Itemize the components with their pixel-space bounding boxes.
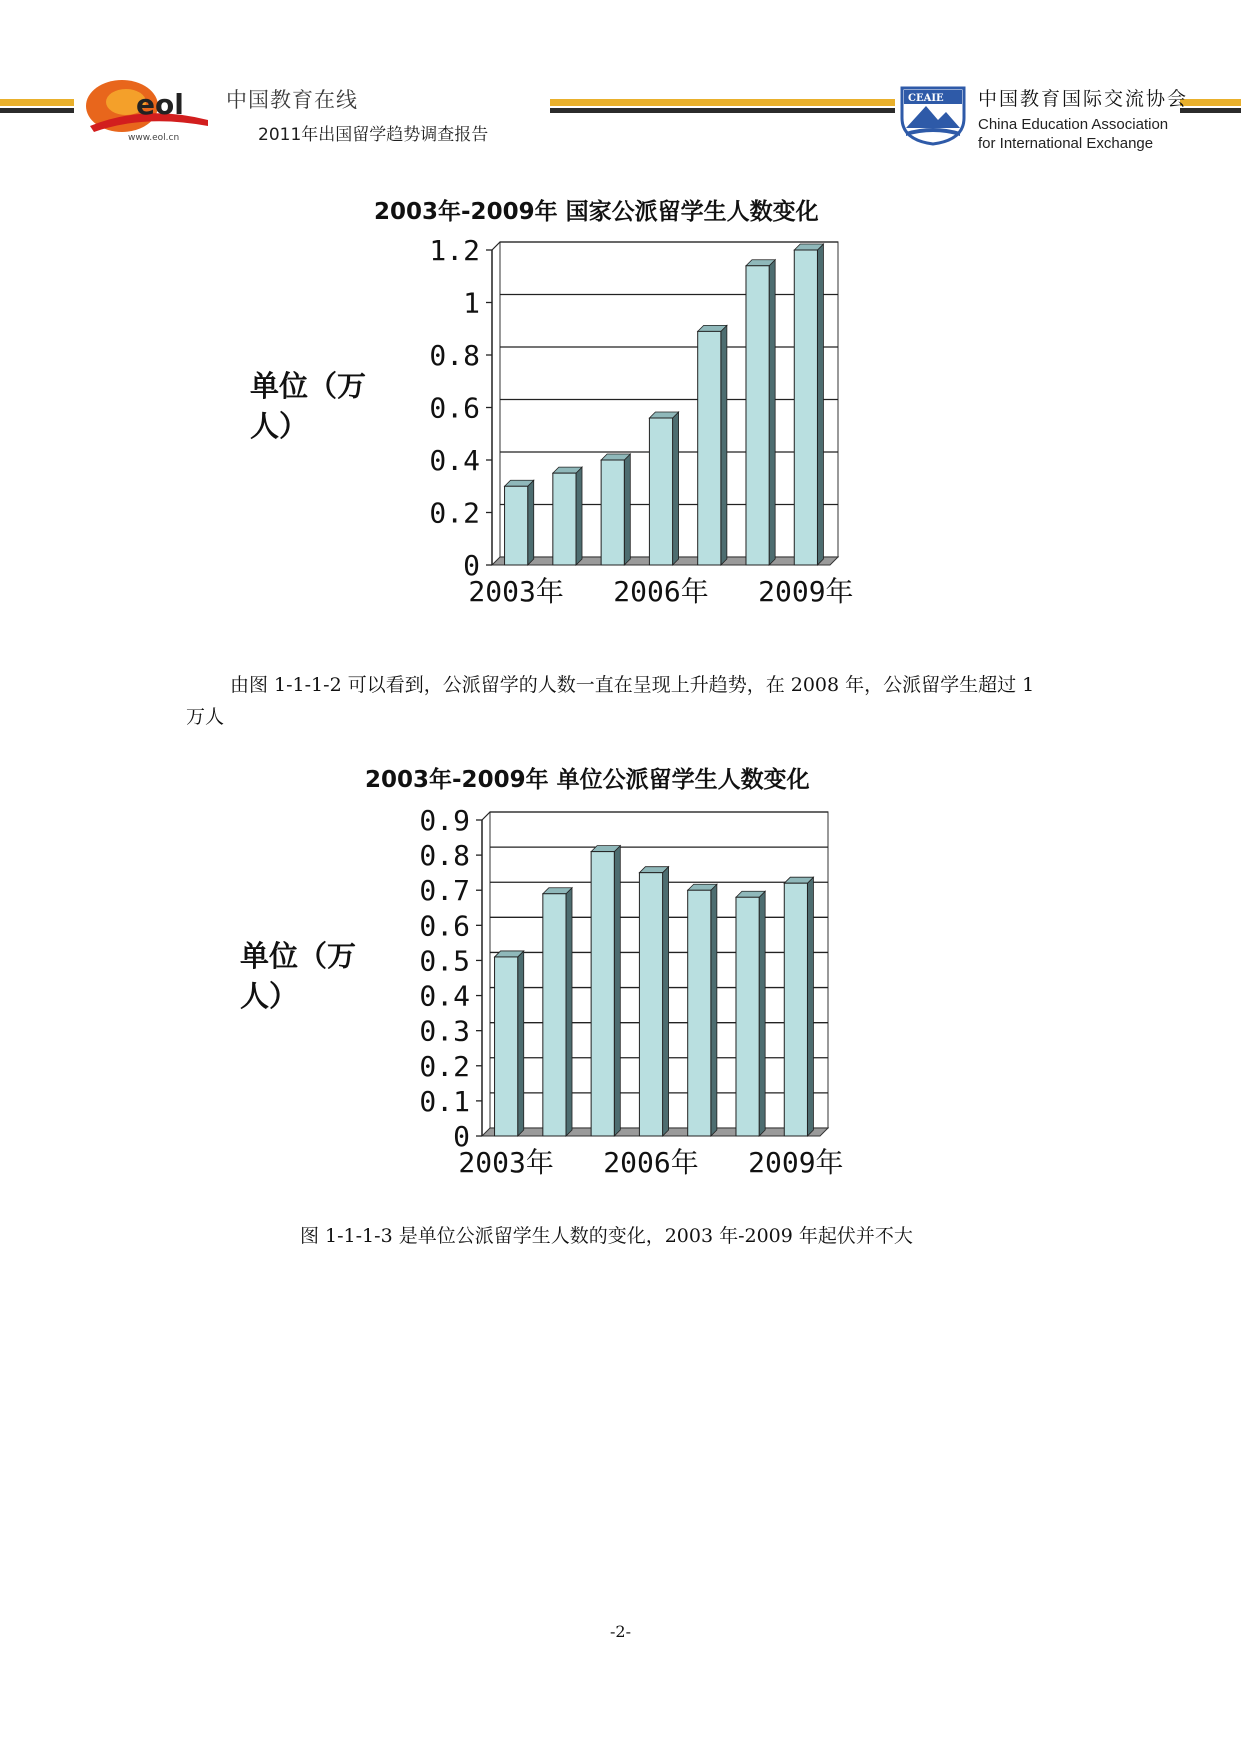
- chart2-bar-side: [663, 867, 669, 1136]
- chart2-x-tick-label: 2006年: [603, 1146, 699, 1179]
- chart2-title: 2003年-2009年 单位公派留学生人数变化: [365, 767, 810, 793]
- chart2-y-axis-top: [482, 812, 490, 820]
- chart1-x-tick-label: 2006年: [613, 575, 709, 608]
- chart1-title: 2003年-2009年 国家公派留学生人数变化: [374, 199, 819, 225]
- chart2-bar-2008年: [736, 897, 759, 1136]
- chart2-x-tick-label: 2003年: [458, 1146, 554, 1179]
- chart2-bar-side: [566, 888, 572, 1136]
- chart2-bar-2004年: [543, 894, 566, 1136]
- report-title: 2011年出国留学趋势调查报告: [258, 125, 489, 145]
- chart1-x-tick-label: 2009年: [758, 575, 854, 608]
- site-name: 中国教育在线: [226, 88, 358, 112]
- chart1-x-tick-label: 2003年: [468, 575, 564, 608]
- chart2-x-tick-label: 2009年: [748, 1146, 844, 1179]
- chart2-y-tick-label: 0.9: [419, 804, 470, 837]
- paragraph-1: 由图 1-1-1-2 可以看到，公派留学的人数一直在呈现上升趋势，在 2008 年，公派留学生超过 1 万人: [186, 674, 1035, 728]
- chart2-bar-side: [759, 891, 765, 1136]
- chart1-y-unit: 单位（万人）: [250, 369, 367, 443]
- page-number: -2-: [610, 1622, 631, 1641]
- chart1-y-tick-label: 0: [463, 549, 480, 582]
- chart1-y-tick-label: 0.8: [429, 339, 480, 372]
- chart2-y-tick-label: 0.3: [419, 1014, 470, 1048]
- chart2-bar-2009年: [784, 883, 807, 1136]
- chart1-y-tick-label: 1: [463, 286, 480, 320]
- chart2-bar-2005年: [591, 852, 614, 1136]
- chart2-bar-side: [807, 877, 813, 1136]
- chart2-y-unit: 单位（万人）: [240, 939, 357, 1013]
- chart1-y-tick-label: 0.2: [429, 496, 480, 530]
- chart2-y-tick-label: 0.4: [419, 979, 470, 1013]
- chart2-y-tick-label: 0.5: [419, 944, 470, 978]
- chart2-y-tick-label: 0.6: [419, 909, 470, 943]
- eol-logo-url: www.eol.cn: [128, 133, 180, 143]
- chart2-bar-2003年: [495, 957, 518, 1136]
- chart2-bar-2007年: [688, 890, 711, 1136]
- chart1-y-tick-label: 0.4: [429, 444, 480, 477]
- chart2-y-tick-label: 0.8: [419, 839, 470, 873]
- paragraph-2: 图 1-1-1-3 是单位公派留学生人数的变化，2003 年-2009 年起伏并不大: [300, 1225, 913, 1247]
- ceaie-logo-text: CEAIE: [908, 93, 944, 104]
- chart2-bar-2006年: [639, 873, 662, 1136]
- chart2-y-tick-label: 0.7: [419, 874, 470, 908]
- chart2-y-tick-label: 0.2: [419, 1049, 470, 1083]
- chart1-y-tick-label: 0.6: [429, 391, 480, 425]
- chart2-y-tick-label: 0: [453, 1120, 470, 1153]
- chart1-y-tick-label: 1.2: [429, 234, 480, 267]
- ceaie-name-en-1: China Education Association: [978, 116, 1169, 133]
- chart2-bar-side: [711, 884, 717, 1136]
- chart2-bar-side: [614, 846, 620, 1136]
- chart2-bar-side: [518, 951, 524, 1136]
- ceaie-name-cn: 中国教育国际交流协会: [978, 88, 1189, 110]
- chart2-y-tick-label: 0.1: [419, 1084, 470, 1118]
- ceaie-name-en-2: for International Exchange: [978, 135, 1154, 152]
- svg-text:eol: eol: [136, 88, 184, 121]
